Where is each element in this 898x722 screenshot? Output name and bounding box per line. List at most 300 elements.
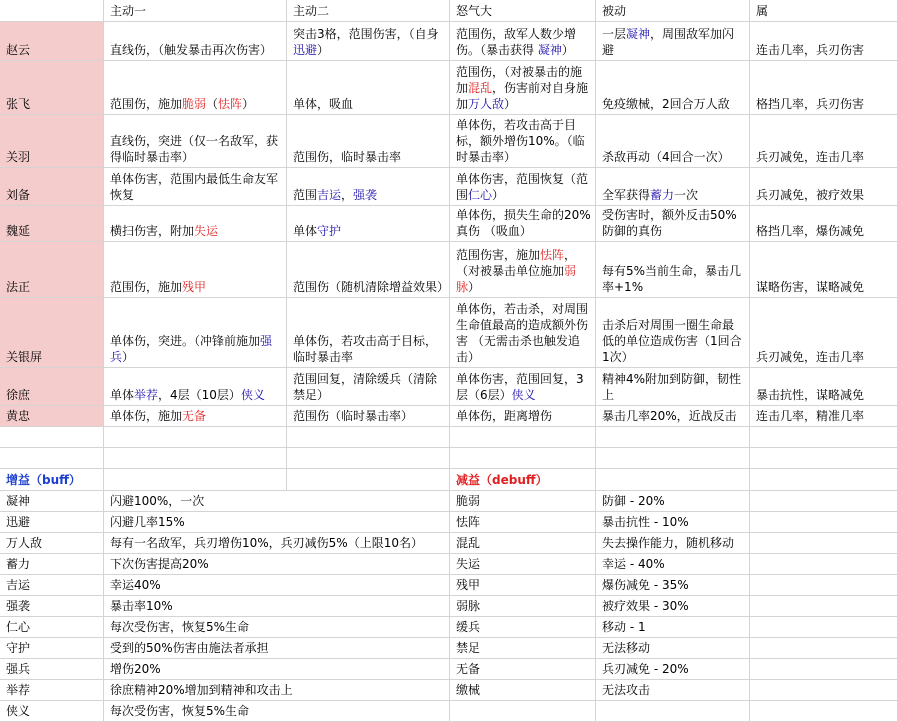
buff-effect-cell[interactable] <box>104 554 450 575</box>
text-run: 范围伤，敌军人数少增伤。（暴击获得 <box>456 27 577 57</box>
cell-text: 混乱 <box>456 536 481 550</box>
cell-text <box>456 117 591 165</box>
column-header-skill1[interactable] <box>104 0 287 22</box>
text-run: 范围伤（随机清除增益效果） <box>293 280 450 294</box>
debuff-effect-cell[interactable] <box>596 638 750 659</box>
buff-effect-cell[interactable] <box>104 575 450 596</box>
cell-text <box>602 371 745 403</box>
debuff-effect-cell[interactable] <box>596 680 750 701</box>
buff-keyword: 迅避 <box>293 43 318 57</box>
hero-skill2-cell[interactable] <box>287 206 450 242</box>
cell-text: 下次伤害提高20% <box>110 557 209 571</box>
text-run: ） <box>492 188 505 202</box>
buff-keyword: 守护 <box>317 224 342 238</box>
cell-text <box>756 96 864 112</box>
text-run: 单体伤，若击杀，对周围生命值最高的造成额外伤害 （无需击杀也触发追击） <box>456 302 589 364</box>
debuff-keyword: 混乱 <box>468 81 493 95</box>
hero-attr-cell[interactable] <box>750 206 898 242</box>
hero-attr-cell[interactable] <box>750 22 898 61</box>
hero-skill2-cell[interactable] <box>287 168 450 206</box>
buff-name-cell[interactable] <box>0 659 104 680</box>
text-run: ，伤害前对自身施加 <box>456 81 589 111</box>
hero-attr-cell[interactable] <box>750 406 898 427</box>
cell-text <box>293 333 445 365</box>
text-run: ，周围敌军加闪避 <box>602 27 735 57</box>
text-run: 格挡几率，爆伤减免 <box>756 224 865 238</box>
cell-text <box>456 64 591 112</box>
cell-text <box>756 223 864 239</box>
cell-text: 失运 <box>456 557 481 571</box>
text-run: 范围伤害，施加 <box>456 248 541 262</box>
buff-name-cell[interactable] <box>0 617 104 638</box>
empty-cell[interactable] <box>0 427 104 448</box>
cell-text: 每有一名敌军，兵刃增伤10%，兵刃减伤5%（上限10名） <box>110 536 423 550</box>
text-run: 范围 <box>293 188 318 202</box>
empty-cell[interactable] <box>287 427 450 448</box>
cell-text: 无法移动 <box>602 641 651 655</box>
empty-cell[interactable] <box>750 575 898 596</box>
cell-text <box>756 42 864 58</box>
text-run: 单体伤，施加 <box>110 409 183 423</box>
cell-text <box>602 263 745 295</box>
cell-text: 怒气大 <box>456 4 493 18</box>
column-header-attr[interactable] <box>750 0 898 22</box>
cell-text <box>293 96 353 112</box>
cell-text <box>110 223 218 239</box>
text-run: 一层 <box>602 27 627 41</box>
column-header-hero[interactable] <box>0 0 104 22</box>
empty-cell[interactable] <box>750 680 898 701</box>
text-run: 范围伤，施加 <box>110 280 183 294</box>
hero-skill2-cell[interactable] <box>287 115 450 168</box>
cell-text <box>110 133 282 165</box>
cell-text <box>293 371 445 403</box>
text-run: 单体 <box>293 224 318 238</box>
hero-name-cell[interactable] <box>0 206 104 242</box>
empty-cell[interactable] <box>750 448 898 469</box>
text-run: 单体伤，突进。（冲锋前施加 <box>110 334 261 348</box>
empty-cell[interactable] <box>750 701 898 722</box>
empty-cell[interactable] <box>450 427 596 448</box>
debuff-name-cell[interactable] <box>450 512 596 533</box>
buff-name-cell[interactable] <box>0 512 104 533</box>
hero-name-cell[interactable] <box>0 22 104 61</box>
hero-passive-cell[interactable] <box>596 22 750 61</box>
hero-skill1-cell[interactable] <box>104 242 287 298</box>
cell-text <box>110 333 282 365</box>
buff-effect-cell[interactable] <box>104 512 450 533</box>
cell-text <box>293 223 341 239</box>
hero-rage-cell[interactable] <box>450 368 596 406</box>
empty-cell[interactable] <box>750 554 898 575</box>
buff-name-cell[interactable] <box>0 638 104 659</box>
debuff-effect-cell[interactable] <box>596 596 750 617</box>
empty-cell[interactable] <box>104 448 287 469</box>
text-run: 免疫缴械，2回合万人敌 <box>602 97 730 111</box>
empty-cell[interactable] <box>750 491 898 512</box>
hero-skill1-cell[interactable] <box>104 115 287 168</box>
buff-effect-cell[interactable] <box>104 491 450 512</box>
cell-text <box>110 408 206 424</box>
buff-keyword: 万人敌 <box>468 97 505 111</box>
debuff-name-cell[interactable] <box>450 659 596 680</box>
text-run: 全军获得 <box>602 188 651 202</box>
cell-text <box>456 207 591 239</box>
cell-text: 徐庶精神20%增加到精神和攻击上 <box>110 683 293 697</box>
cell-text <box>293 408 413 424</box>
hero-passive-cell[interactable] <box>596 115 750 168</box>
cell-text: 万人敌 <box>6 536 43 550</box>
text-run: 击杀后对周围一圈生命最低的单位造成伤害（1回合1次） <box>602 318 742 364</box>
debuff-effect-cell[interactable] <box>596 533 750 554</box>
empty-cell[interactable] <box>596 448 750 469</box>
cell-text: 迅避 <box>6 515 31 529</box>
cell-text <box>456 247 591 295</box>
cell-text <box>110 279 206 295</box>
empty-cell[interactable] <box>750 596 898 617</box>
cell-text: 移动 - 1 <box>602 620 646 634</box>
cell-text: 残甲 <box>456 578 481 592</box>
hero-skill1-cell[interactable] <box>104 61 287 115</box>
text-run: 横扫伤害，附加 <box>110 224 195 238</box>
cell-text: 增伤20% <box>110 662 161 676</box>
cell-text <box>756 149 864 165</box>
cell-text: 强兵 <box>6 662 31 676</box>
debuff-effect-cell[interactable] <box>596 659 750 680</box>
cell-text <box>602 26 745 58</box>
cell-text <box>756 279 864 295</box>
empty-cell[interactable] <box>596 469 750 491</box>
hero-skill2-cell[interactable] <box>287 406 450 427</box>
cell-text: 无备 <box>456 662 481 676</box>
buff-section-title[interactable] <box>0 469 104 491</box>
text-run: 谋略伤害，谋略减免 <box>756 280 865 294</box>
cell-text <box>756 387 864 403</box>
debuff-name-cell[interactable] <box>450 575 596 596</box>
text-run: 直线伤，（触发暴击再次伤害） <box>110 43 273 57</box>
buff-effect-cell[interactable] <box>104 659 450 680</box>
cell-text: 无法攻击 <box>602 683 651 697</box>
text-run: 突击3格，范围伤害，（自身 <box>293 27 439 41</box>
text-run: 单体伤害，范围恢复（范围 <box>456 172 589 202</box>
text-run: 兵刃减免，连击几率 <box>756 350 865 364</box>
hero-skill1-cell[interactable] <box>104 22 287 61</box>
hero-rage-cell[interactable] <box>450 22 596 61</box>
cell-text: 暴击率10% <box>110 599 173 613</box>
text-run: ， <box>341 188 354 202</box>
cell-text: 法正 <box>6 280 31 294</box>
buff-effect-cell[interactable] <box>104 680 450 701</box>
cell-text: 禁足 <box>456 641 481 655</box>
cell-text: 爆伤减免 - 35% <box>602 578 689 592</box>
cell-text: 张飞 <box>6 97 31 111</box>
cell-text: 吉运 <box>6 578 31 592</box>
text-run: ，（对被暴击单位施加 <box>456 248 577 278</box>
cell-text: 属 <box>756 4 769 18</box>
cell-text <box>602 317 745 365</box>
text-run: 每有5%当前生命，暴击几率+1% <box>602 264 742 294</box>
debuff-name-cell[interactable] <box>450 680 596 701</box>
hero-name-cell[interactable] <box>0 168 104 206</box>
cell-text: 侠义 <box>6 704 31 718</box>
hero-skill1-cell[interactable] <box>104 298 287 368</box>
hero-skill2-cell[interactable] <box>287 368 450 406</box>
hero-skill1-cell[interactable] <box>104 206 287 242</box>
hero-name-cell[interactable] <box>0 368 104 406</box>
text-run: ） <box>122 350 135 364</box>
buff-effect-cell[interactable] <box>104 701 450 722</box>
hero-name-cell[interactable] <box>0 406 104 427</box>
text-run: ，4层（10层） <box>158 388 241 402</box>
cell-text: 被动 <box>602 4 627 18</box>
hero-rage-cell[interactable] <box>450 206 596 242</box>
cell-text: 魏延 <box>6 224 31 238</box>
debuff-name-cell[interactable] <box>450 617 596 638</box>
cell-text <box>110 171 282 203</box>
cell-text <box>602 96 730 112</box>
cell-text: 缓兵 <box>456 620 481 634</box>
text-run: 兵刃减免，被疗效果 <box>756 188 865 202</box>
hero-skill1-cell[interactable] <box>104 168 287 206</box>
buff-name-cell[interactable] <box>0 533 104 554</box>
debuff-effect-cell[interactable] <box>596 491 750 512</box>
empty-cell[interactable] <box>104 469 287 491</box>
buff-name-cell[interactable] <box>0 491 104 512</box>
cell-text: 守护 <box>6 641 31 655</box>
buff-keyword: 侠义 <box>511 388 536 402</box>
buff-keyword: 强袭 <box>353 188 378 202</box>
cell-text: 暴击抗性 - 10% <box>602 515 689 529</box>
buff-name-cell[interactable] <box>0 554 104 575</box>
empty-cell[interactable] <box>750 659 898 680</box>
debuff-keyword: 无备 <box>182 409 207 423</box>
cell-text: 受到的50%伤害由施法者承担 <box>110 641 269 655</box>
cell-text <box>110 387 265 403</box>
cell-text: 关银屏 <box>6 350 43 364</box>
text-run: 单体伤害，范围回复，3层（6层） <box>456 372 584 402</box>
buff-keyword: 举荐 <box>134 388 159 402</box>
empty-cell[interactable] <box>750 617 898 638</box>
debuff-keyword: 脆弱 <box>182 97 207 111</box>
hero-skill2-cell[interactable] <box>287 298 450 368</box>
cell-text <box>456 26 591 58</box>
debuff-keyword: 失运 <box>194 224 219 238</box>
text-run: 单体 <box>110 388 135 402</box>
hero-rage-cell[interactable] <box>450 242 596 298</box>
empty-cell[interactable] <box>0 448 104 469</box>
hero-passive-cell[interactable] <box>596 368 750 406</box>
buff-name-cell[interactable] <box>0 596 104 617</box>
buff-name-cell[interactable] <box>0 680 104 701</box>
hero-skill2-cell[interactable] <box>287 22 450 61</box>
empty-cell[interactable] <box>750 427 898 448</box>
hero-passive-cell[interactable] <box>596 298 750 368</box>
cell-text <box>293 26 445 58</box>
text-run: 兵刃减免，连击几率 <box>756 150 865 164</box>
hero-rage-cell[interactable] <box>450 168 596 206</box>
buff-keyword: 吉运 <box>317 188 342 202</box>
debuff-name-cell[interactable] <box>450 554 596 575</box>
text-run: （ <box>206 97 219 111</box>
hero-name-cell[interactable] <box>0 115 104 168</box>
hero-skill2-cell[interactable] <box>287 61 450 115</box>
text-run: 范围回复，清除缓兵（清除禁足） <box>293 372 438 402</box>
empty-cell[interactable] <box>104 427 287 448</box>
hero-name-cell[interactable] <box>0 298 104 368</box>
hero-name-cell[interactable] <box>0 61 104 115</box>
buff-effect-cell[interactable] <box>104 533 450 554</box>
hero-passive-cell[interactable] <box>596 406 750 427</box>
cell-text: 幸运 - 40% <box>602 557 665 571</box>
debuff-effect-cell[interactable] <box>596 512 750 533</box>
debuff-name-cell[interactable] <box>450 533 596 554</box>
cell-text: 每次受伤害，恢复5%生命 <box>110 704 250 718</box>
text-run: 精神4%附加到防御，韧性上 <box>602 372 742 402</box>
debuff-name-cell[interactable] <box>450 638 596 659</box>
cell-text: 失去操作能力，随机移动 <box>602 536 735 550</box>
hero-skill2-cell[interactable] <box>287 242 450 298</box>
hero-rage-cell[interactable] <box>450 61 596 115</box>
cell-text <box>293 187 377 203</box>
empty-cell[interactable] <box>287 469 450 491</box>
hero-passive-cell[interactable] <box>596 206 750 242</box>
cell-text: 主动一 <box>110 4 147 18</box>
cell-text: 弱脉 <box>456 599 481 613</box>
text-run: 单体伤，若攻击高于目标，额外增伤10%。（临时暴击率） <box>456 118 585 164</box>
debuff-effect-cell[interactable] <box>596 617 750 638</box>
empty-cell[interactable] <box>750 469 898 491</box>
text-run: 一次 <box>674 188 699 202</box>
cell-text: 黄忠 <box>6 409 31 423</box>
empty-cell[interactable] <box>596 427 750 448</box>
hero-attr-cell[interactable] <box>750 168 898 206</box>
cell-text: 蓄力 <box>6 557 31 571</box>
cell-text: 被疗效果 - 30% <box>602 599 689 613</box>
buff-keyword: 蓄力 <box>650 188 675 202</box>
empty-cell[interactable] <box>450 448 596 469</box>
buff-keyword: 侠义 <box>240 388 265 402</box>
cell-text: 幸运40% <box>110 578 161 592</box>
cell-text: 每次受伤害，恢复5%生命 <box>110 620 250 634</box>
cell-text <box>756 349 864 365</box>
cell-text <box>602 187 698 203</box>
empty-cell[interactable] <box>287 448 450 469</box>
debuff-name-cell[interactable] <box>450 491 596 512</box>
debuff-effect-cell[interactable] <box>596 575 750 596</box>
debuff-keyword: 残甲 <box>182 280 207 294</box>
cell-text <box>602 149 730 165</box>
text-run: ） <box>561 43 574 57</box>
cell-text: 增益（buff） <box>6 473 81 487</box>
text-run: 暴击几率20%，近战反击 <box>602 409 737 423</box>
cell-text: 仁心 <box>6 620 31 634</box>
cell-text <box>110 42 272 58</box>
cell-text: 兵刃减免 - 20% <box>602 662 689 676</box>
buff-name-cell[interactable] <box>0 575 104 596</box>
cell-text <box>756 187 864 203</box>
cell-text <box>756 408 864 424</box>
cell-text: 主动二 <box>293 4 330 18</box>
buff-name-cell[interactable] <box>0 701 104 722</box>
empty-cell[interactable] <box>596 701 750 722</box>
empty-cell[interactable] <box>450 701 596 722</box>
text-run: 单体伤害，范围内最低生命友军恢复 <box>110 172 279 202</box>
text-run: 范围伤，（对被暴击的施加 <box>456 65 583 95</box>
text-run: 连击几率，兵刃伤害 <box>756 43 865 57</box>
hero-passive-cell[interactable] <box>596 242 750 298</box>
buff-effect-cell[interactable] <box>104 617 450 638</box>
hero-attr-cell[interactable] <box>750 115 898 168</box>
cell-text: 强袭 <box>6 599 31 613</box>
hero-name-cell[interactable] <box>0 242 104 298</box>
cell-text <box>456 301 591 365</box>
cell-text <box>293 149 401 165</box>
cell-text <box>456 171 591 203</box>
hero-rage-cell[interactable] <box>450 298 596 368</box>
cell-text: 怯阵 <box>456 515 481 529</box>
hero-attr-cell[interactable] <box>750 298 898 368</box>
column-header-passive[interactable] <box>596 0 750 22</box>
buff-keyword: 凝神 <box>537 43 562 57</box>
cell-text <box>602 408 737 424</box>
debuff-effect-cell[interactable] <box>596 554 750 575</box>
empty-cell[interactable] <box>750 638 898 659</box>
hero-passive-cell[interactable] <box>596 168 750 206</box>
column-header-rage[interactable] <box>450 0 596 22</box>
cell-text <box>293 279 450 295</box>
text-run: 单体伤，损失生命的20%真伤 （吸血） <box>456 208 591 238</box>
debuff-keyword: 弱脉 <box>456 264 577 294</box>
cell-text: 举荐 <box>6 683 31 697</box>
cell-text: 凝神 <box>6 494 31 508</box>
text-run: ） <box>317 43 330 57</box>
hero-skill1-cell[interactable] <box>104 406 287 427</box>
cell-text <box>110 96 254 112</box>
cell-text: 缴械 <box>456 683 481 697</box>
text-run: 连击几率，精准几率 <box>756 409 865 423</box>
column-header-skill2[interactable] <box>287 0 450 22</box>
hero-passive-cell[interactable] <box>596 61 750 115</box>
hero-attr-cell[interactable] <box>750 242 898 298</box>
hero-attr-cell[interactable] <box>750 61 898 115</box>
buff-effect-cell[interactable] <box>104 596 450 617</box>
hero-skill1-cell[interactable] <box>104 368 287 406</box>
debuff-section-title[interactable] <box>450 469 596 491</box>
debuff-keyword: 怯阵 <box>540 248 565 262</box>
hero-attr-cell[interactable] <box>750 368 898 406</box>
buff-keyword: 强兵 <box>110 334 273 364</box>
hero-rage-cell[interactable] <box>450 406 596 427</box>
empty-cell[interactable] <box>750 512 898 533</box>
cell-text: 赵云 <box>6 43 31 57</box>
text-run: 单体伤，若攻击高于目标，临时暴击率 <box>293 334 438 364</box>
cell-text: 减益（debuff） <box>456 473 548 487</box>
text-run: 范围伤，临时暴击率 <box>293 150 402 164</box>
empty-cell[interactable] <box>750 533 898 554</box>
text-run: 范围伤，施加 <box>110 97 183 111</box>
cell-text: 脆弱 <box>456 494 481 508</box>
hero-rage-cell[interactable] <box>450 115 596 168</box>
debuff-name-cell[interactable] <box>450 596 596 617</box>
cell-text: 防御 - 20% <box>602 494 665 508</box>
cell-text: 关羽 <box>6 150 31 164</box>
text-run: ） <box>468 280 481 294</box>
cell-text <box>456 408 552 424</box>
text-run: 单体伤，距离增伤 <box>456 409 553 423</box>
text-run: 受伤害时，额外反击50%防御的真伤 <box>602 208 737 238</box>
buff-effect-cell[interactable] <box>104 638 450 659</box>
buff-keyword: 凝神 <box>626 27 651 41</box>
